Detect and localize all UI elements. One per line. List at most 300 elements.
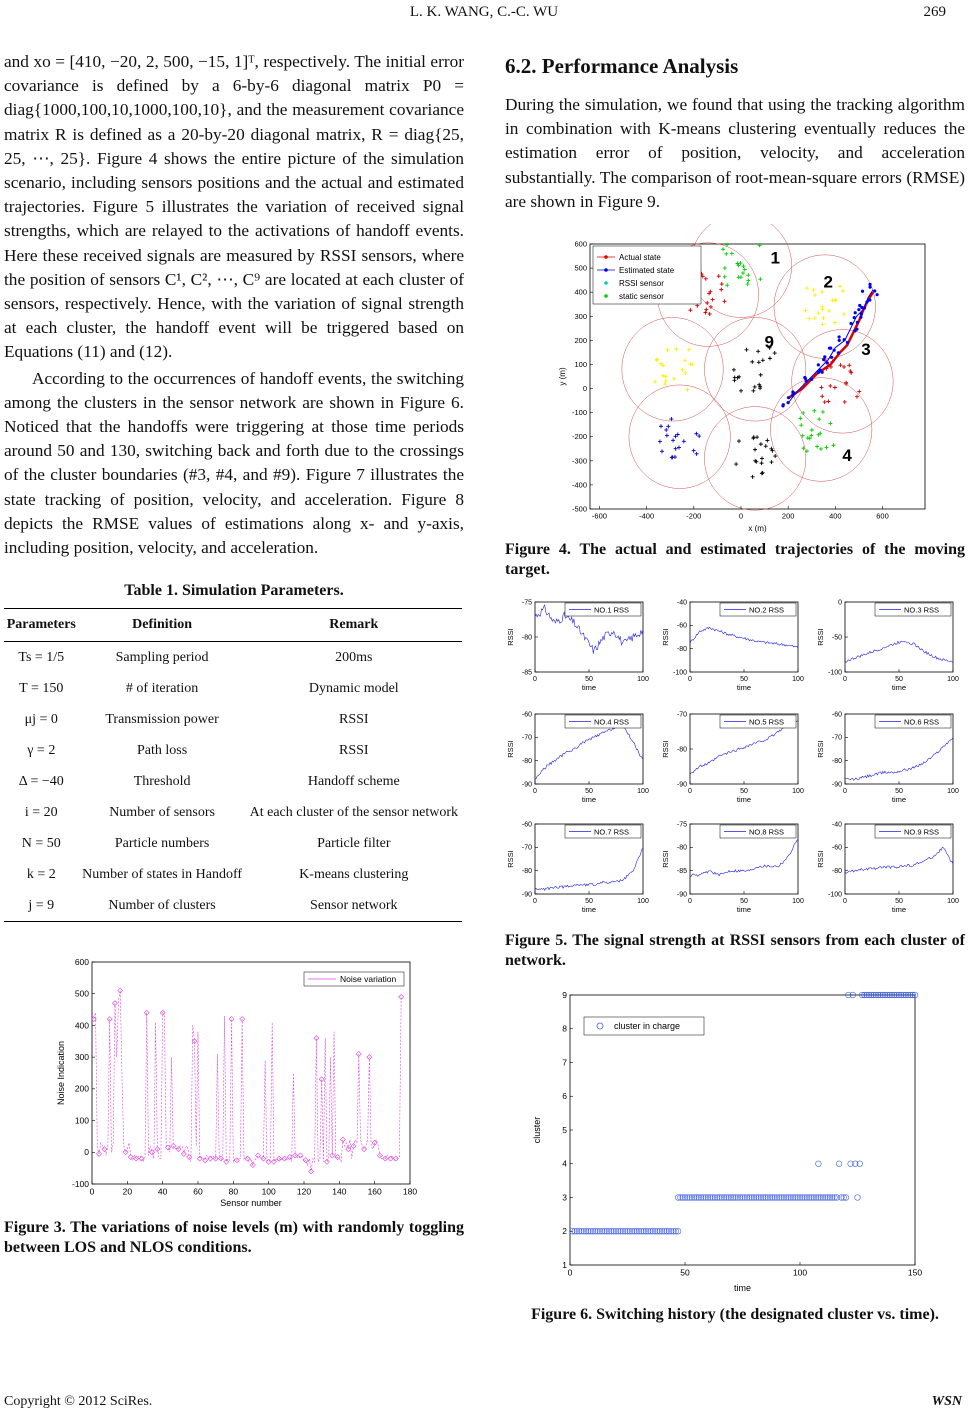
sensor-marker xyxy=(687,348,691,352)
y-tick-label: 8 xyxy=(562,1023,567,1034)
sensor-marker xyxy=(764,444,768,448)
table-cell: Number of states in Handoff xyxy=(82,866,243,882)
figure-3-caption: Figure 3. The variations of noise levels (m) with randomly toggling between LOS and NLOS conditions. xyxy=(4,1219,464,1257)
sensor-marker xyxy=(824,445,828,449)
body-paragraph-1: and xo = [410, −20, 2, 500, −15, 1]ᵀ, respectively. The initial error covariance is defined by a 6-by-6 diagonal matrix P0 = diag{1000,100,10,1000,100,10}, and the measurement covariance matrix R is defined as a 20-by-20 diagonal matrix, R = diag{25, 25, ⋯, 25}. Figure 4 shows the entire picture of the simulation scenario, including sensors positions and the actual and estimated trajectories. Figure 5 illustrates the variation of received signal strengths, which are relayed to the activations of handoff events. Here these received signals are measured by RSSI sensors, where the position of sensors C¹, C², ⋯, C⁹ are located at each cluster of sensors, respectively. Hence, with the variation of signal strength at each cluster, the handoff event will be triggered based on Equations (11) and (12). xyxy=(4,52,464,362)
table-row xyxy=(4,890,462,922)
estimated-point xyxy=(854,311,857,314)
y-tick-label: -90 xyxy=(521,781,532,789)
page-header xyxy=(0,0,968,28)
x-tick-label: 100 xyxy=(792,898,804,906)
y-tick-label: 1 xyxy=(562,1259,567,1270)
table-row xyxy=(4,642,462,674)
y-tick-label: 0 xyxy=(838,599,842,607)
table-header-2: Remark xyxy=(246,609,462,642)
sensor-marker xyxy=(680,368,684,372)
estimated-point xyxy=(855,328,858,331)
sensor-marker xyxy=(737,439,741,443)
x-tick-label: 100 xyxy=(261,1186,276,1197)
table-cell: Particle filter xyxy=(317,835,391,851)
x-tick-label: 50 xyxy=(740,676,748,684)
sensor-marker xyxy=(672,377,676,381)
x-axis-label: time xyxy=(891,795,907,805)
cluster-circle xyxy=(770,378,871,482)
y-tick-label: 2 xyxy=(562,1226,567,1237)
cluster-number-label: 4 xyxy=(842,445,852,465)
x-tick-label: 0 xyxy=(89,1186,95,1197)
y-tick-label: -80 xyxy=(676,844,687,852)
table-cell: Number of clusters xyxy=(79,890,246,922)
rssi-series-line xyxy=(535,725,643,780)
y-axis-label: RSSI xyxy=(661,740,670,758)
table-cell: Particle numbers xyxy=(114,835,210,851)
sensor-marker xyxy=(765,438,769,442)
sensor-marker xyxy=(821,410,825,414)
sensor-marker xyxy=(659,424,663,428)
sensor-marker xyxy=(674,347,678,351)
sensor-marker xyxy=(732,368,736,372)
figure-4-caption: Figure 4. The actual and estimated trajectories of the moving target. xyxy=(505,541,965,579)
sensor-marker xyxy=(750,360,754,364)
y-tick-label: 100 xyxy=(574,359,587,369)
y-axis-label: RSSI xyxy=(816,740,825,758)
y-tick-label: -200 xyxy=(571,432,587,442)
figure-5-caption: Figure 5. The signal strength at RSSI sensors from each cluster of network. xyxy=(505,932,965,970)
y-tick-label: -100 xyxy=(71,1179,89,1190)
sensor-marker xyxy=(695,452,699,456)
x-axis-label: Sensor number xyxy=(220,1198,282,1209)
estimated-point xyxy=(860,306,863,309)
sensor-marker xyxy=(819,447,823,451)
y-axis-label: RSSI xyxy=(506,628,515,646)
x-tick-label: 50 xyxy=(895,898,903,906)
cluster-point xyxy=(836,1161,842,1167)
y-tick-label: -90 xyxy=(676,891,687,899)
simulation-parameters-table xyxy=(4,608,462,922)
sensor-marker xyxy=(761,358,765,362)
legend-label: cluster in charge xyxy=(614,1021,681,1032)
sensor-marker xyxy=(813,316,817,320)
table-cell: Sampling period xyxy=(115,649,209,665)
estimated-point xyxy=(826,361,829,364)
sensor-marker xyxy=(833,386,837,390)
y-tick-label: 100 xyxy=(74,1115,89,1126)
x-tick-label: 0 xyxy=(843,898,847,906)
right-column xyxy=(505,50,965,1325)
sensor-marker xyxy=(692,449,696,453)
x-tick-label: 0 xyxy=(688,898,692,906)
sensor-marker xyxy=(683,371,687,375)
y-tick-label: -300 xyxy=(571,456,587,466)
y-tick-label: -80 xyxy=(831,868,842,876)
sensor-marker xyxy=(694,432,698,436)
x-tick-label: 100 xyxy=(947,898,959,906)
y-tick-label: 0 xyxy=(84,1147,89,1158)
y-tick-label: -60 xyxy=(676,622,687,630)
sensor-marker xyxy=(671,438,675,442)
x-tick-label: 0 xyxy=(533,788,537,796)
sensor-marker xyxy=(806,436,810,440)
x-tick-label: 50 xyxy=(895,676,903,684)
table-cell: RSSI xyxy=(339,711,369,727)
figure-3-noise-chart xyxy=(4,942,462,1212)
y-tick-label: -60 xyxy=(831,711,842,719)
legend-label: NO.8 RSS xyxy=(749,827,785,837)
x-axis-label: time xyxy=(581,795,597,805)
cluster-number-label: 9 xyxy=(764,332,775,352)
plot-frame xyxy=(570,995,915,1265)
y-tick-label: -100 xyxy=(571,408,587,418)
sensor-marker xyxy=(730,252,734,256)
sensor-marker xyxy=(683,358,687,362)
estimated-point xyxy=(868,298,871,301)
sensor-marker xyxy=(753,448,757,452)
estimated-point xyxy=(849,322,852,325)
legend-marker xyxy=(604,255,608,259)
sensor-marker xyxy=(843,400,847,404)
table-cell: Path loss xyxy=(136,742,188,758)
x-tick-label: 0 xyxy=(688,788,692,796)
x-axis-label: time xyxy=(736,795,752,805)
sensor-marker xyxy=(723,275,727,279)
estimated-point xyxy=(856,321,859,324)
estimated-point xyxy=(838,339,841,342)
table-cell: RSSI xyxy=(339,742,369,758)
x-tick-label: 100 xyxy=(947,676,959,684)
cluster-number-label: 1 xyxy=(770,248,780,268)
sensor-marker xyxy=(697,434,701,438)
sensor-marker xyxy=(664,428,668,432)
y-tick-label: -100 xyxy=(827,669,842,677)
sensor-marker xyxy=(823,400,827,404)
sensor-marker xyxy=(757,360,761,364)
sensor-marker xyxy=(813,293,817,297)
x-tick-label: 20 xyxy=(122,1186,133,1197)
table-caption: Table 1. Simulation Parameters. xyxy=(124,582,344,600)
estimated-point xyxy=(860,312,863,315)
estimated-point xyxy=(804,377,807,380)
sensor-marker xyxy=(708,312,712,316)
y-tick-label: 400 xyxy=(74,1020,89,1031)
y-tick-label: -80 xyxy=(521,758,532,766)
sensor-marker xyxy=(801,411,805,415)
noise-point xyxy=(303,1158,308,1163)
sensor-marker xyxy=(720,282,724,286)
estimated-point xyxy=(857,308,860,311)
footer-journal: WSN xyxy=(931,1394,962,1409)
section-title: 6.2. Performance Analysis xyxy=(505,54,739,78)
sensor-marker xyxy=(673,455,677,459)
y-tick-label: -90 xyxy=(831,781,842,789)
y-axis-label: RSSI xyxy=(506,850,515,868)
y-tick-label: 200 xyxy=(574,335,587,345)
sensor-marker xyxy=(812,409,816,413)
y-tick-label: -70 xyxy=(676,711,687,719)
body-paragraph-3: During the simulation, we found that using the tracking algorithm in combination with K-means clustering eventually reduces the estimation error of position, velocity, and acceleration substantially. The comparison of root-mean-square errors (RMSE) are shown in Figure 9. xyxy=(505,95,965,211)
x-tick-label: -200 xyxy=(686,511,702,521)
sensor-marker xyxy=(753,385,757,389)
estimated-point xyxy=(837,351,840,354)
sensor-marker xyxy=(717,274,721,278)
estimated-point xyxy=(863,306,866,309)
y-tick-label: -60 xyxy=(521,821,532,829)
estimated-point xyxy=(791,390,794,393)
legend-label: Noise variation xyxy=(340,974,397,985)
sensor-marker xyxy=(661,374,665,378)
sensor-marker xyxy=(664,374,668,378)
sensor-marker xyxy=(832,443,836,447)
figure-6-switching-chart xyxy=(505,981,965,1301)
x-tick-label: 160 xyxy=(367,1186,382,1197)
y-tick-label: 3 xyxy=(562,1192,567,1203)
x-tick-label: 60 xyxy=(193,1186,203,1197)
x-tick-label: 600 xyxy=(876,511,889,521)
x-axis-label: x (m) xyxy=(748,524,767,534)
table-cell: j = 9 xyxy=(4,890,79,922)
y-tick-label: -40 xyxy=(676,599,687,607)
x-tick-label: 50 xyxy=(895,788,903,796)
table-cell: μj = 0 xyxy=(24,711,58,727)
x-tick-label: 120 xyxy=(296,1186,312,1197)
sensor-marker xyxy=(842,312,846,316)
x-tick-label: 0 xyxy=(533,676,537,684)
sensor-marker xyxy=(725,283,729,287)
estimated-point xyxy=(846,341,849,344)
estimated-point xyxy=(876,293,879,296)
sensor-marker xyxy=(760,461,764,465)
estimated-point xyxy=(853,316,856,319)
table-row xyxy=(4,797,462,828)
x-tick-label: 80 xyxy=(228,1186,239,1197)
sensor-marker xyxy=(799,423,803,427)
table-cell: At each cluster of the sensor network xyxy=(249,804,458,820)
x-tick-label: 0 xyxy=(843,788,847,796)
figure-5-rssi-charts xyxy=(505,592,965,927)
sensor-marker xyxy=(704,277,708,281)
x-tick-label: 50 xyxy=(740,898,748,906)
x-tick-label: 40 xyxy=(157,1186,168,1197)
x-tick-label: 100 xyxy=(637,676,649,684)
x-tick-label: 50 xyxy=(585,788,593,796)
sensor-marker xyxy=(751,389,755,393)
sensor-marker xyxy=(810,428,814,432)
y-tick-label: 7 xyxy=(562,1057,567,1068)
y-tick-label: -70 xyxy=(521,844,532,852)
legend-label: NO.4 RSS xyxy=(594,717,630,727)
y-tick-label: 4 xyxy=(562,1158,567,1169)
cluster-circle xyxy=(622,317,723,421)
estimated-point xyxy=(817,363,820,366)
y-tick-label: -400 xyxy=(571,480,587,490)
sensor-marker xyxy=(773,351,777,355)
y-axis-label: RSSI xyxy=(816,850,825,868)
sensor-marker xyxy=(761,471,765,475)
x-tick-label: 50 xyxy=(585,676,593,684)
sensor-marker xyxy=(704,307,708,311)
sensor-marker xyxy=(655,358,659,362)
table-cell: Sensor network xyxy=(246,890,462,922)
x-tick-label: -400 xyxy=(639,511,655,521)
sensor-marker xyxy=(732,378,736,382)
y-axis-label: y (m) xyxy=(558,367,567,386)
y-tick-label: -75 xyxy=(521,599,532,607)
sensor-marker xyxy=(798,416,802,420)
cluster-circle xyxy=(704,407,805,511)
sensor-marker xyxy=(838,284,842,288)
legend-marker xyxy=(604,294,608,298)
table-cell: Dynamic model xyxy=(308,680,399,696)
table-row xyxy=(4,704,462,735)
table-cell: Threshold xyxy=(133,773,191,789)
sensor-marker xyxy=(821,307,825,311)
cluster-number-label: 2 xyxy=(823,272,834,292)
sensor-marker xyxy=(688,308,692,312)
y-tick-label: -90 xyxy=(676,781,687,789)
running-header: L. K. WANG, C.-C. WU xyxy=(409,4,559,20)
y-tick-label: -70 xyxy=(521,734,532,742)
sensor-marker xyxy=(760,471,764,475)
table-cell: γ = 2 xyxy=(27,742,56,758)
sensor-marker xyxy=(827,309,831,313)
left-column xyxy=(4,50,464,1258)
sensor-marker xyxy=(812,288,816,292)
y-tick-label: -50 xyxy=(831,634,842,642)
y-tick-label: 500 xyxy=(574,263,587,273)
table-cell: Δ = −40 xyxy=(18,773,64,789)
cluster-point xyxy=(816,1161,822,1167)
y-axis-label: Noise Indication xyxy=(56,1041,66,1106)
x-tick-label: 0 xyxy=(533,898,537,906)
y-tick-label: 300 xyxy=(74,1052,89,1063)
sensor-marker xyxy=(817,417,821,421)
x-tick-label: 100 xyxy=(637,788,649,796)
sensor-marker xyxy=(833,321,837,325)
rssi-series-line xyxy=(690,717,798,774)
x-axis-label: time xyxy=(736,683,752,693)
y-tick-label: -60 xyxy=(831,844,842,852)
sensor-marker xyxy=(820,394,824,398)
rssi-series-line xyxy=(845,737,953,780)
y-tick-label: -80 xyxy=(831,758,842,766)
rssi-series-line xyxy=(690,627,798,648)
sensor-marker xyxy=(658,440,662,444)
y-axis-label: RSSI xyxy=(661,850,670,868)
figure-4-trajectory-chart xyxy=(505,224,965,534)
table-cell: 200ms xyxy=(335,649,373,665)
estimated-point xyxy=(828,347,831,350)
x-tick-label: 50 xyxy=(680,1267,690,1278)
sensor-marker xyxy=(828,384,832,388)
table-cell: N = 50 xyxy=(21,835,61,851)
x-axis-label: time xyxy=(581,683,597,693)
table-cell: # of iteration xyxy=(125,680,199,696)
x-tick-label: 180 xyxy=(402,1186,418,1197)
y-tick-label: -80 xyxy=(676,646,687,654)
table-cell: Transmission power xyxy=(105,711,219,727)
estimated-point xyxy=(861,290,864,293)
y-tick-label: 200 xyxy=(74,1083,89,1094)
sensor-marker xyxy=(816,311,820,315)
sensor-marker xyxy=(821,316,825,320)
x-tick-label: 0 xyxy=(688,676,692,684)
table-row xyxy=(4,828,462,859)
x-tick-label: 100 xyxy=(792,788,804,796)
x-tick-label: 400 xyxy=(829,511,842,521)
sensor-marker xyxy=(745,348,749,352)
estimated-point xyxy=(830,356,833,359)
x-tick-label: 100 xyxy=(637,898,649,906)
estimated-point xyxy=(868,283,871,286)
rssi-series-line xyxy=(535,848,643,890)
y-tick-label: -100 xyxy=(827,891,842,899)
sensor-marker xyxy=(705,301,709,305)
legend-marker xyxy=(604,281,608,285)
legend-label: NO.2 RSS xyxy=(749,605,785,615)
y-tick-label: -70 xyxy=(831,734,842,742)
sensor-marker xyxy=(756,349,760,353)
legend-label: RSSI sensor xyxy=(619,279,664,289)
estimated-point xyxy=(837,335,840,338)
legend-label: NO.9 RSS xyxy=(904,827,940,837)
x-tick-label: 100 xyxy=(792,1267,808,1278)
sensor-marker xyxy=(855,395,859,399)
estimated-point xyxy=(859,316,862,319)
estimated-point xyxy=(868,286,871,289)
y-tick-label: 5 xyxy=(562,1124,567,1135)
sensor-marker xyxy=(676,432,680,436)
sensor-marker xyxy=(739,389,743,393)
sensor-marker xyxy=(695,304,699,308)
estimated-point xyxy=(873,289,876,292)
estimated-point xyxy=(810,378,813,381)
cluster-circle xyxy=(690,224,791,317)
y-tick-label: 600 xyxy=(74,957,89,968)
sensor-marker xyxy=(807,317,811,321)
plot-frame xyxy=(92,962,410,1184)
x-tick-label: 200 xyxy=(781,511,795,521)
y-tick-label: -85 xyxy=(521,669,532,677)
table-header-1: Definition xyxy=(79,609,246,642)
legend-label: Actual state xyxy=(619,253,661,263)
y-tick-label: 6 xyxy=(562,1091,567,1102)
body-paragraph-2: According to the occurrences of handoff events, the switching among the clusters in the sensor network are shown in Figure 6. Noticed that the handoffs were triggering at those time periods around 50 and 130, switching back and forth due to the crossings of the cluster boundaries (#3, #4, and #9). Figure 7 illustrates the state tracking of position, velocity, and acceleration. Figure 8 depicts the RMSE values of estimations along x- and y-axis, including position, velocity, and acceleration. xyxy=(4,368,464,558)
sensor-marker xyxy=(721,247,725,251)
x-tick-label: 0 xyxy=(738,511,744,521)
table-cell: Handoff scheme xyxy=(307,773,400,789)
sensor-marker xyxy=(857,390,861,394)
table-row xyxy=(4,766,462,797)
y-tick-label: 600 xyxy=(574,239,587,249)
sensor-marker xyxy=(666,348,670,352)
sensor-marker xyxy=(711,298,715,302)
sensor-marker xyxy=(760,456,764,460)
cluster-point xyxy=(855,1195,861,1201)
x-axis-label: time xyxy=(733,1283,752,1294)
x-axis-label: time xyxy=(891,683,907,693)
sensor-marker xyxy=(739,261,743,265)
cluster-circle xyxy=(704,317,805,421)
y-tick-label: -80 xyxy=(521,868,532,876)
estimated-point xyxy=(787,396,790,399)
page-number: 269 xyxy=(923,4,946,20)
noise-series-line xyxy=(94,991,401,1172)
sensor-marker xyxy=(665,434,669,438)
estimated-point xyxy=(843,338,846,341)
table-cell: K-means clustering xyxy=(299,866,409,882)
y-tick-label: -40 xyxy=(831,821,842,829)
noise-point xyxy=(362,1147,367,1152)
sensor-marker xyxy=(805,286,809,290)
